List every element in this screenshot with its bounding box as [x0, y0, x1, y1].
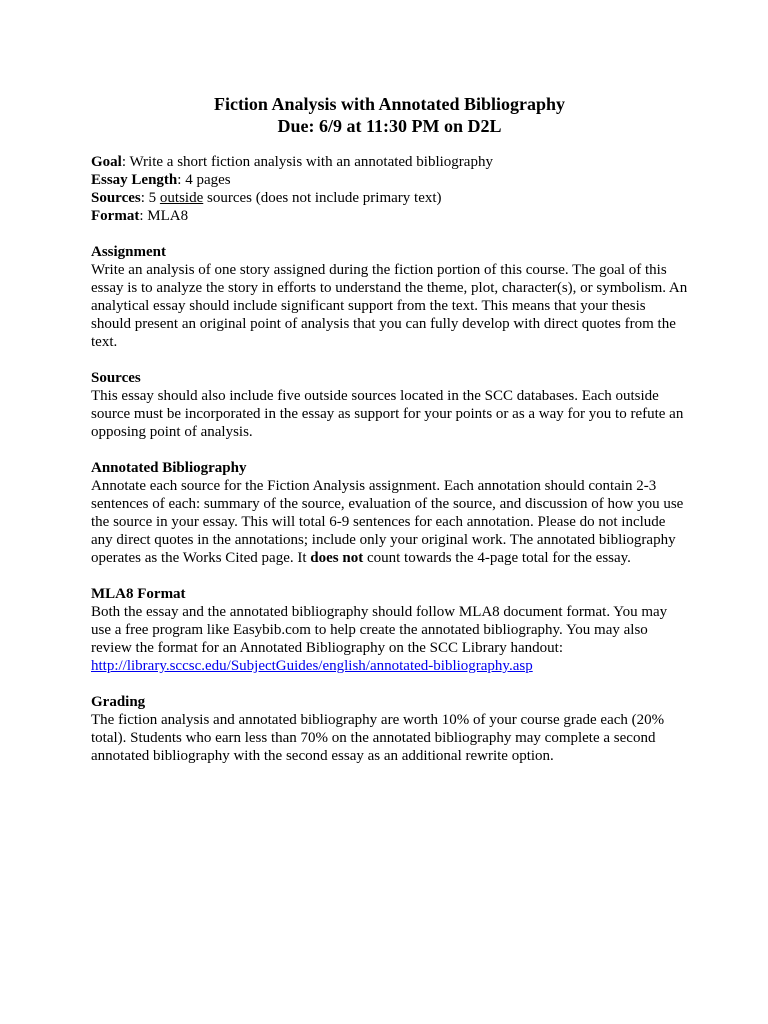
goal-value: : Write a short fiction analysis with an annotated bibliography	[121, 154, 493, 170]
sources-label: Sources	[91, 190, 141, 206]
grading-heading: Grading	[91, 694, 146, 710]
essay-length-line	[91, 171, 688, 189]
annotated-bibliography-heading: Annotated Bibliography	[91, 460, 247, 476]
sources-heading: Sources	[91, 370, 141, 386]
sources-line	[91, 189, 688, 207]
format-label: Format	[91, 208, 140, 224]
section-sources	[91, 369, 688, 441]
goal-label: Goal	[91, 154, 122, 170]
library-handout-link[interactable]: http://library.sccsc.edu/SubjectGuides/english/annotated-bibliography.asp	[91, 658, 533, 674]
annotated-body-bold: does not	[310, 550, 364, 566]
annotated-bibliography-body	[91, 477, 688, 567]
essay-length-value: : 4 pages	[177, 172, 231, 188]
section-grading	[91, 693, 688, 765]
format-value: : MLA8	[139, 208, 189, 224]
sources-body: This essay should also include five outside sources located in the SCC databases. Each outside source must be incorporated in the essay as support for your points or as a way for you to refute an opposing point of analysis.	[91, 388, 684, 440]
grading-body: The fiction analysis and annotated bibliography are worth 10% of your course grade each (20% total). Students who earn less than 70% on the annotated bibliography may complete a second annotated bibliography with the second essay as an additional rewrite option.	[91, 712, 665, 764]
assignment-body: Write an analysis of one story assigned during the fiction portion of this course. The goal of this essay is to analyze the story in efforts to understand the theme, plot, character(s), or symbolism. An analytical essay should include significant support from the text. This means that your thesis should present an original point of analysis that you can fully develop with direct quotes from the text.	[91, 262, 688, 350]
document-title	[91, 93, 688, 137]
format-line	[91, 207, 688, 225]
title-line-1: Fiction Analysis with Annotated Bibliography	[213, 94, 566, 114]
assignment-heading: Assignment	[91, 244, 167, 260]
mla8-link-line	[91, 657, 688, 675]
title-line-2-due-date: Due: 6/9 at 11:30 PM on D2L	[277, 116, 502, 136]
section-annotated-bibliography	[91, 459, 688, 567]
annotated-body-before: Annotate each source for the Fiction Analysis assignment. Each annotation should contain 2-3 sentences of each: summary of the source, evaluation of the source, and discussion of how you use the source in your essay. This will total 6-9 sentences for each annotation. Please do not include any direct quotes in the annotations; include only your original work. The annotated bibliography operates as the Works Cited page. It	[91, 478, 684, 566]
sources-suffix: sources (does not include primary text)	[203, 190, 442, 206]
sources-prefix: : 5	[140, 190, 160, 206]
annotated-body-after: count towards the 4-page total for the essay.	[363, 550, 631, 566]
mla8-format-body: Both the essay and the annotated bibliography should follow MLA8 document format. You may use a free program like Easybib.com to help create the annotated bibliography. You may also review the format for an Annotated Bibliography on the SCC Library handout:	[91, 604, 668, 656]
mla8-format-heading: MLA8 Format	[91, 586, 186, 602]
goal-line	[91, 153, 688, 171]
assignment-meta	[91, 153, 688, 225]
section-assignment	[91, 243, 688, 351]
sources-outside-underlined: outside	[159, 190, 204, 206]
essay-length-label: Essay Length	[91, 172, 178, 188]
section-mla8-format	[91, 585, 688, 675]
